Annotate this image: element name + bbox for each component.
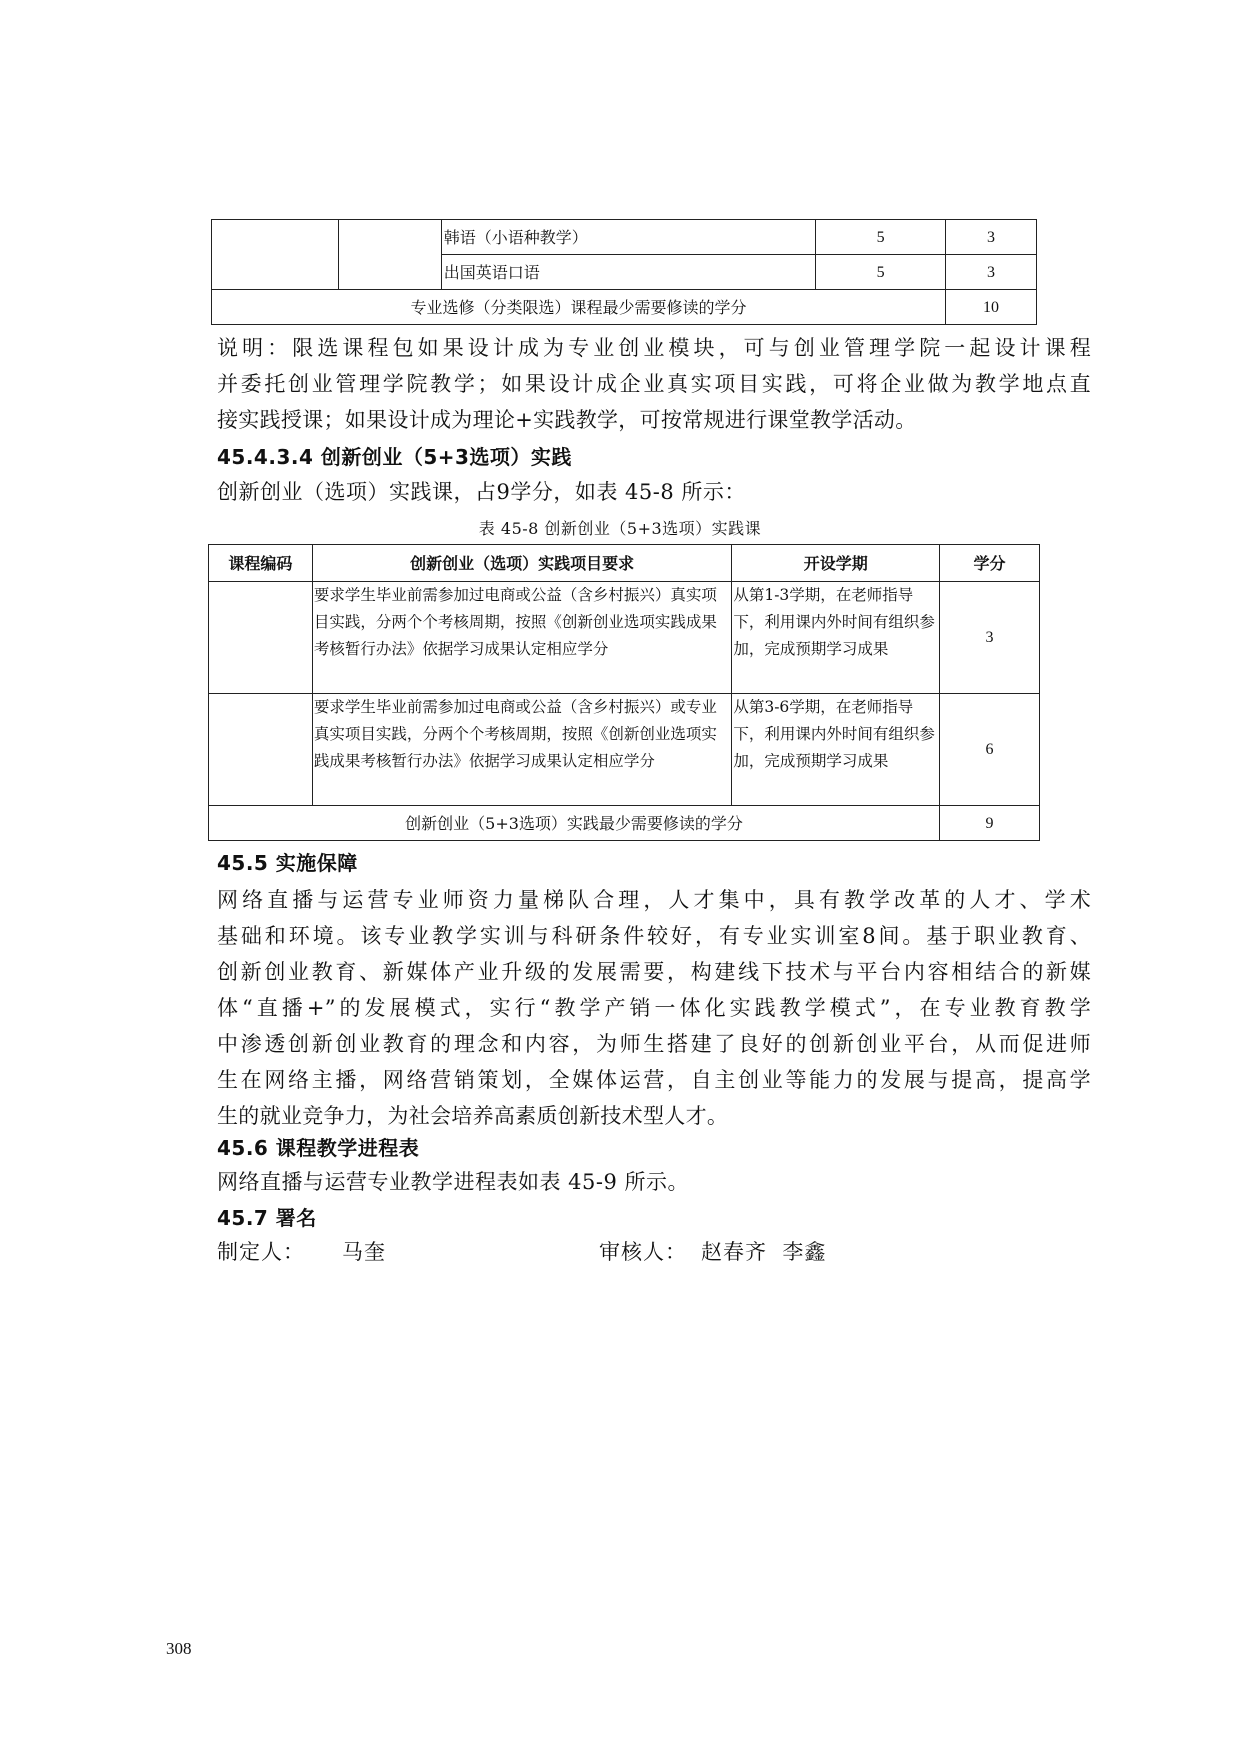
semester-cell: 5	[816, 255, 946, 290]
section-heading-45-7: 45.7 署名	[217, 1206, 317, 1230]
course-name-cell: 出国英语口语	[441, 255, 816, 290]
table-cell-subcategory	[338, 220, 441, 290]
note-line-2: 并委托创业管理学院教学；如果设计成企业真实项目实践，可将企业做为教学地点直	[217, 372, 1091, 396]
note-line-3: 接实践授课；如果设计成为理论+实践教学，可按常规进行课堂教学活动。	[217, 408, 917, 432]
table-caption: 表 45-8 创新创业（5+3选项）实践课	[478, 519, 762, 538]
schedule-text: 网络直播与运营专业教学进程表如表 45-9 所示。	[217, 1170, 690, 1194]
total-label-cell: 创新创业（5+3选项）实践最少需要修读的学分	[209, 806, 940, 841]
table-header-row	[209, 545, 1040, 582]
table-total-row	[209, 806, 1040, 841]
semester-cell: 5	[816, 220, 946, 255]
reviewer-label: 审核人：	[599, 1240, 687, 1264]
course-code-cell	[209, 582, 313, 694]
reviewer-names: 赵春齐 李鑫	[701, 1240, 827, 1264]
requirement-cell: 要求学生毕业前需参加过电商或公益（含乡村振兴）真实项目实践，分两个个考核周期，按照《创新创业选项实践成果考核暂行办法》依据学习成果认定相应学分	[312, 582, 731, 694]
body-line: 生在网络主播，网络营销策划，全媒体运营，自主创业等能力的发展与提高，提高学	[217, 1068, 1091, 1092]
course-code-cell	[209, 694, 313, 806]
table-row	[212, 220, 1037, 255]
page-number: 308	[166, 1639, 192, 1658]
semester-cell: 从第3-6学期，在老师指导下，利用课内外时间有组织参加，完成预期学习成果	[732, 694, 940, 806]
credits-cell: 6	[940, 694, 1040, 806]
credits-cell: 3	[940, 582, 1040, 694]
note-line-1: 说明：限选课程包如果设计成为专业创业模块，可与创业管理学院一起设计课程	[217, 336, 1091, 360]
semester-cell: 从第1-3学期，在老师指导下，利用课内外时间有组织参加，完成预期学习成果	[732, 582, 940, 694]
elective-table	[211, 219, 1037, 325]
table-row	[209, 694, 1040, 806]
body-line: 中渗透创新创业教育的理念和内容，为师生搭建了良好的创新创业平台，从而促进师	[217, 1032, 1091, 1056]
section-heading-45-5: 45.5 实施保障	[217, 851, 358, 875]
body-line: 基础和环境。该专业教学实训与科研条件较好，有专业实训室8间。基于职业教育、	[217, 924, 1091, 948]
section-heading-45-4-3-4: 45.4.3.4 创新创业（5+3选项）实践	[217, 445, 572, 469]
credits-cell: 3	[946, 255, 1037, 290]
header-credits: 学分	[940, 545, 1040, 582]
body-line: 生的就业竞争力，为社会培养高素质创新技术型人才。	[217, 1104, 729, 1128]
credits-cell: 3	[946, 220, 1037, 255]
section-heading-45-6: 45.6 课程教学进程表	[217, 1136, 420, 1160]
total-label-cell: 专业选修（分类限选）课程最少需要修读的学分	[212, 290, 946, 325]
body-line: 网络直播与运营专业师资力量梯队合理，人才集中，具有教学改革的人才、学术	[217, 888, 1091, 912]
header-semester: 开设学期	[732, 545, 940, 582]
body-line: 创新创业教育、新媒体产业升级的发展需要，构建线下技术与平台内容相结合的新媒	[217, 960, 1091, 984]
maker-name: 马奎	[342, 1240, 386, 1264]
practice-table	[208, 544, 1040, 841]
maker-label: 制定人：	[217, 1240, 305, 1264]
body-line: 体“直播+”的发展模式，实行“教学产销一体化实践教学模式”，在专业教育教学	[217, 996, 1091, 1020]
header-requirement: 创新创业（选项）实践项目要求	[312, 545, 731, 582]
table-total-row	[212, 290, 1037, 325]
total-value-cell: 10	[946, 290, 1037, 325]
total-value-cell: 9	[940, 806, 1040, 841]
table-row	[209, 582, 1040, 694]
table-cell-category	[212, 220, 339, 290]
header-course-code: 课程编码	[209, 545, 313, 582]
section-intro: 创新创业（选项）实践课，占9学分，如表 45-8 所示：	[217, 480, 746, 504]
course-name-cell: 韩语（小语种教学）	[441, 220, 816, 255]
requirement-cell: 要求学生毕业前需参加过电商或公益（含乡村振兴）或专业真实项目实践，分两个个考核周期，按照《创新创业选项实践成果考核暂行办法》依据学习成果认定相应学分	[312, 694, 731, 806]
